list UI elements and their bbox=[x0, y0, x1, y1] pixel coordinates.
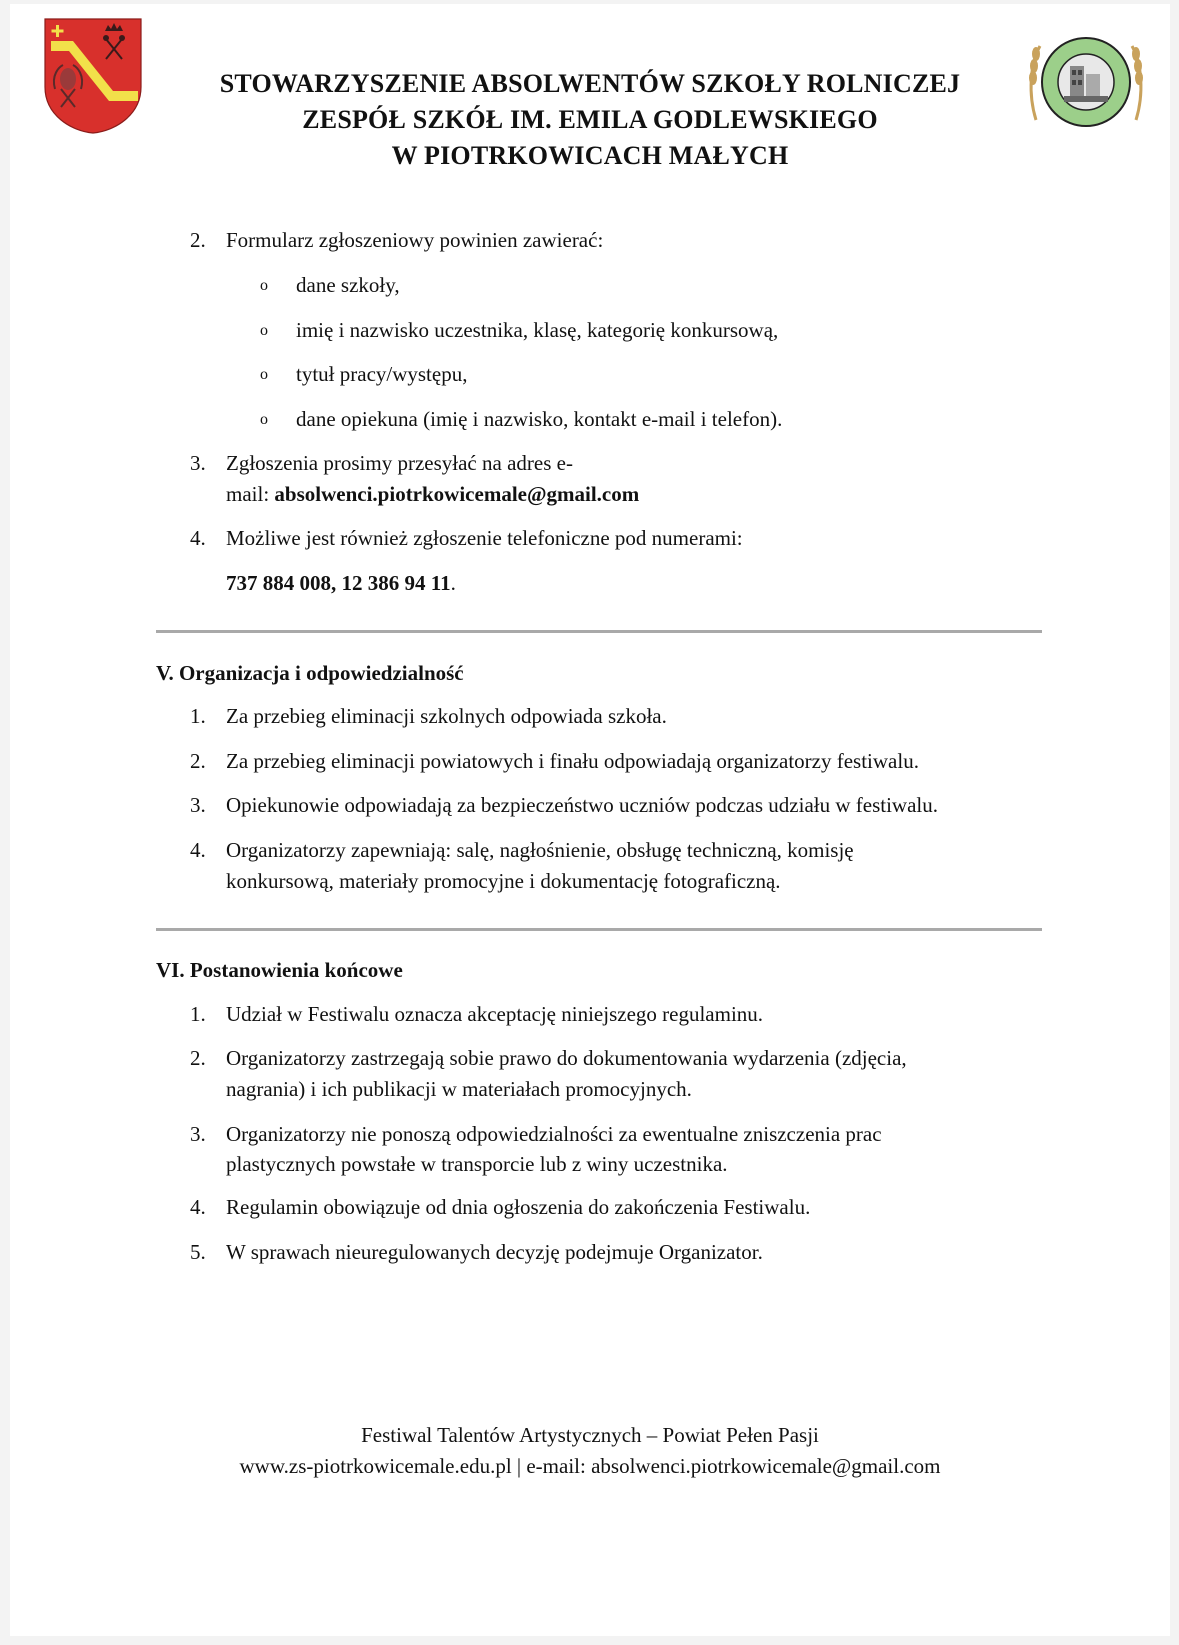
list-number: 4. bbox=[190, 526, 206, 550]
footer-title: Festiwal Talentów Artystycznych – Powiat Pełen Pasji bbox=[361, 1423, 819, 1447]
header-title bbox=[160, 66, 1020, 174]
phone-line bbox=[226, 568, 456, 599]
list-number: 1. bbox=[190, 1002, 206, 1026]
bullet-icon: o bbox=[260, 322, 268, 339]
bullet-icon: o bbox=[260, 277, 268, 294]
list-number: 1. bbox=[190, 704, 206, 728]
section-title: V. Organizacja i odpowiedzialność bbox=[156, 661, 464, 685]
header-title-line: W PIOTRKOWICACH MAŁYCH bbox=[391, 141, 789, 170]
list-number: 3. bbox=[190, 1122, 206, 1146]
list-text: Organizatorzy nie ponoszą odpowiedzialności za ewentualne zniszczenia prac bbox=[226, 1122, 882, 1146]
phone-numbers-text: 737 884 008, 12 386 94 11 bbox=[226, 571, 451, 595]
list-text: Organizatorzy zapewniają: salę, nagłośnienie, obsługę techniczną, komisję bbox=[226, 838, 854, 862]
list-text: Regulamin obowiązuje od dnia ogłoszenia do zakończenia Festiwalu. bbox=[226, 1195, 811, 1219]
list-number: 3. bbox=[190, 793, 206, 817]
email-line bbox=[226, 479, 639, 510]
list-number: 2. bbox=[190, 1046, 206, 1070]
email-link[interactable]: absolwenci.piotrkowicemale@gmail.com bbox=[274, 482, 640, 506]
list-text: Za przebieg eliminacji powiatowych i finału odpowiadają organizatorzy festiwalu. bbox=[226, 749, 919, 773]
list-text: konkursową, materiały promocyjne i dokumentację fotograficzną. bbox=[226, 869, 781, 893]
association-seal-logo bbox=[1022, 34, 1150, 130]
list-text: Za przebieg eliminacji szkolnych odpowiada szkoła. bbox=[226, 704, 667, 728]
bullet-text: dane opiekuna (imię i nazwisko, kontakt e-mail i telefon). bbox=[296, 407, 783, 431]
list-text: Formularz zgłoszeniowy powinien zawierać: bbox=[226, 228, 604, 252]
list-number: 4. bbox=[190, 1195, 206, 1219]
list-text: Udział w Festiwalu oznacza akceptację niniejszego regulaminu. bbox=[226, 1002, 764, 1026]
list-text: Opiekunowie odpowiadają za bezpieczeństwo uczniów podczas udziału w festiwalu. bbox=[226, 793, 938, 817]
section-divider bbox=[156, 630, 1042, 633]
section-divider bbox=[156, 928, 1042, 931]
bullet-icon: o bbox=[260, 411, 268, 428]
phone-suffix: . bbox=[450, 571, 456, 595]
bullet-text: dane szkoły, bbox=[296, 273, 400, 297]
list-number: 2. bbox=[190, 228, 206, 252]
section-title: VI. Postanowienia końcowe bbox=[156, 958, 403, 982]
document-page bbox=[10, 4, 1170, 1636]
list-text: W sprawach nieuregulowanych decyzję podejmuje Organizator. bbox=[226, 1240, 763, 1264]
bullet-text: imię i nazwisko uczestnika, klasę, kategorię konkursową, bbox=[296, 318, 779, 342]
list-number: 3. bbox=[190, 451, 206, 475]
header-title-line: STOWARZYSZENIE ABSOLWENTÓW SZKOŁY ROLNICZEJ bbox=[219, 69, 961, 98]
list-text: nagrania) i ich publikacji w materiałach promocyjnych. bbox=[226, 1077, 692, 1101]
bullet-text: tytuł pracy/występu, bbox=[296, 362, 468, 386]
list-number: 4. bbox=[190, 838, 206, 862]
email-prefix: mail: bbox=[226, 482, 275, 506]
footer-contact: www.zs-piotrkowicemale.edu.pl | e-mail: absolwenci.piotrkowicemale@gmail.com bbox=[239, 1454, 941, 1478]
list-text: Organizatorzy zastrzegają sobie prawo do dokumentowania wydarzenia (zdjęcia, bbox=[226, 1046, 907, 1070]
list-text: plastycznych powstałe w transporcie lub z winy uczestnika. bbox=[226, 1152, 728, 1176]
list-number: 2. bbox=[190, 749, 206, 773]
coat-of-arms-logo bbox=[43, 17, 143, 135]
bullet-icon: o bbox=[260, 366, 268, 383]
list-number: 5. bbox=[190, 1240, 206, 1264]
header-title-line: ZESPÓŁ SZKÓŁ IM. EMILA GODLEWSKIEGO bbox=[302, 105, 878, 134]
list-text: Możliwe jest również zgłoszenie telefoniczne pod numerami: bbox=[226, 526, 743, 550]
list-text: Zgłoszenia prosimy przesyłać na adres e- bbox=[226, 451, 573, 475]
